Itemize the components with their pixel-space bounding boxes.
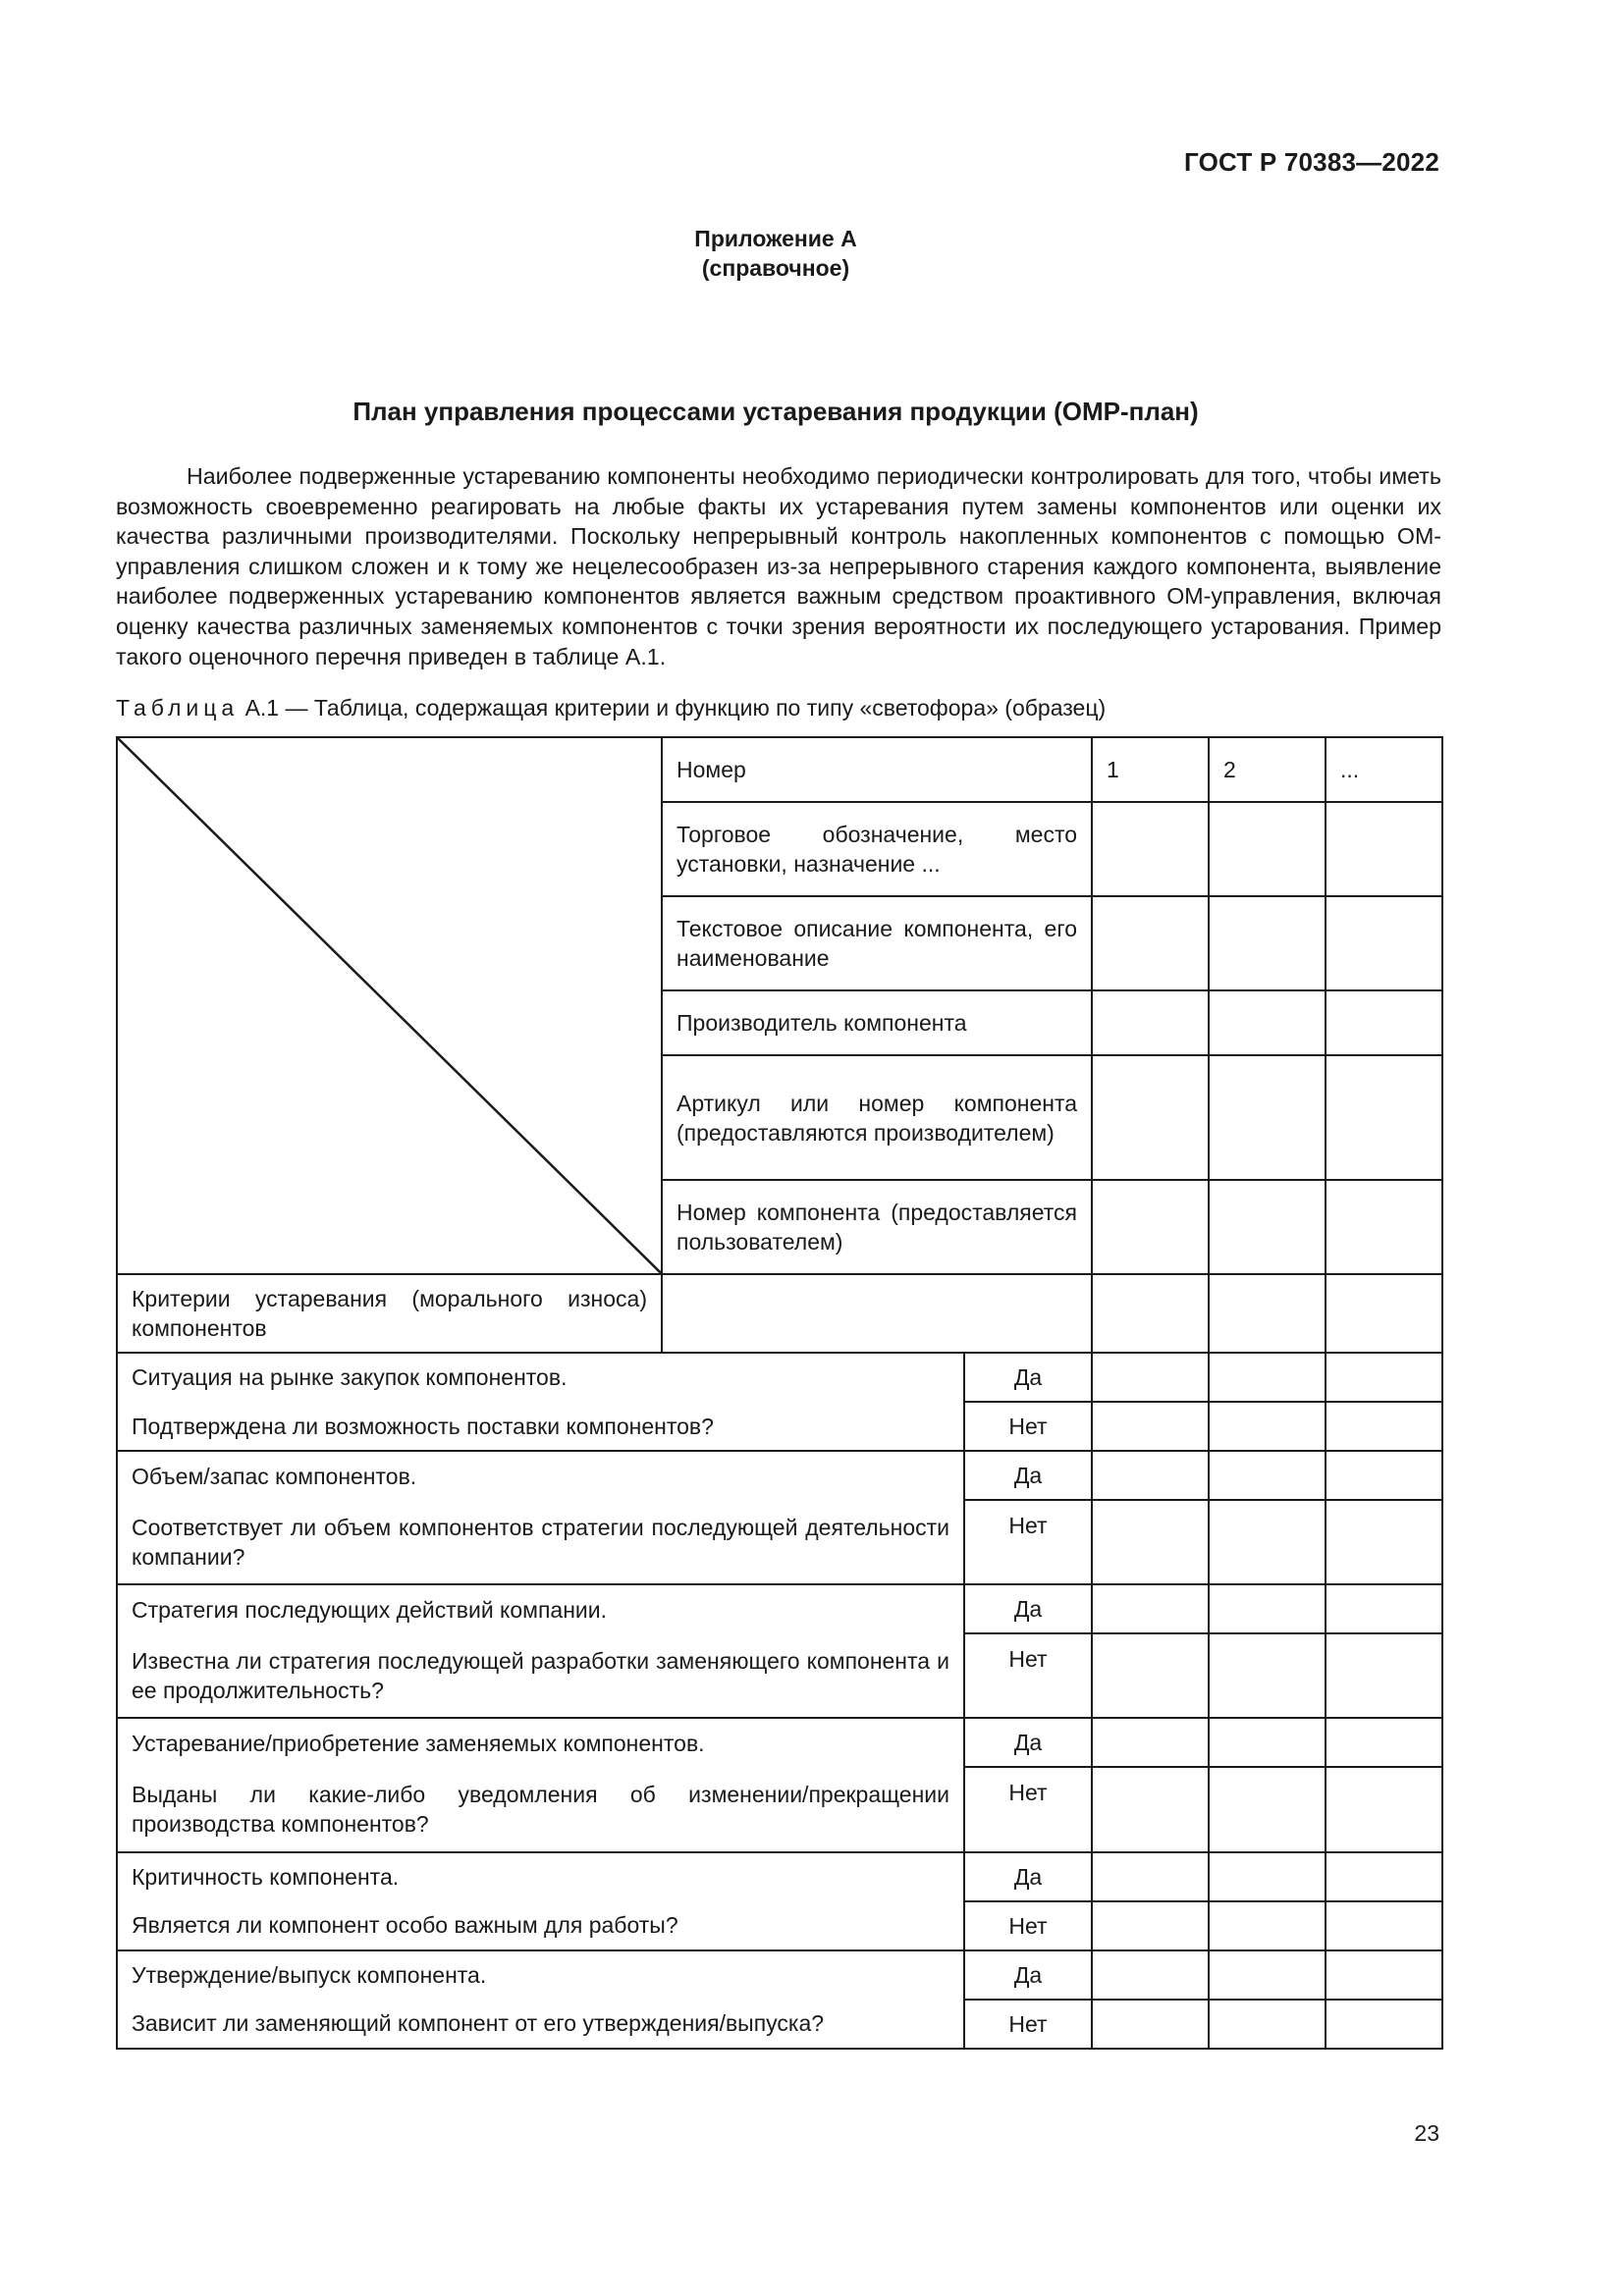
answer-no-cell: Нет <box>964 1767 1092 1851</box>
empty-cell <box>1092 990 1209 1055</box>
empty-cell <box>1209 1718 1326 1767</box>
empty-cell <box>1092 1055 1209 1179</box>
empty-cell <box>1326 2000 1442 2049</box>
criterion-title-cell: Устаревание/приобретение заменяемых компонентов. <box>117 1718 964 1767</box>
column-number-cell: 1 <box>1092 737 1209 802</box>
empty-cell <box>1092 1852 1209 1901</box>
empty-cell <box>1092 1500 1209 1584</box>
criterion-title-cell: Утверждение/выпуск компонента. <box>117 1950 964 2000</box>
empty-cell <box>1092 1402 1209 1451</box>
empty-cell <box>1092 1901 1209 1950</box>
table-row <box>117 2000 1442 2049</box>
appendix-title: Приложение А <box>694 226 857 251</box>
empty-cell <box>1326 1402 1442 1451</box>
header-label-cell: Артикул или номер компонента (предоставляются производителем) <box>662 1055 1092 1179</box>
table-row <box>117 1451 1442 1500</box>
document-code: ГОСТ Р 70383—2022 <box>1184 147 1439 177</box>
empty-cell <box>1092 1180 1209 1274</box>
answer-yes-cell: Да <box>964 1451 1092 1500</box>
empty-cell <box>1209 1584 1326 1633</box>
empty-cell <box>1209 1633 1326 1718</box>
empty-cell <box>1092 1584 1209 1633</box>
criterion-title-cell: Объем/запас компонентов. <box>117 1451 964 1500</box>
empty-cell <box>1209 1852 1326 1901</box>
table-row <box>117 1718 1442 1767</box>
empty-cell <box>1209 802 1326 896</box>
answer-yes-cell: Да <box>964 1852 1092 1901</box>
empty-cell <box>1326 1353 1442 1402</box>
empty-cell <box>1209 1950 1326 2000</box>
empty-cell <box>1209 1767 1326 1851</box>
answer-no-cell: Нет <box>964 2000 1092 2049</box>
table-row <box>117 1584 1442 1633</box>
table-row <box>117 1767 1442 1851</box>
empty-cell <box>1209 1402 1326 1451</box>
criterion-title-cell: Ситуация на рынке закупок компонентов. <box>117 1353 964 1402</box>
criterion-question-cell: Соответствует ли объем компонентов стратегии последующей деятельности компании? <box>117 1500 964 1584</box>
empty-cell <box>1326 1767 1442 1851</box>
empty-cell <box>1326 1500 1442 1584</box>
empty-cell <box>1092 896 1209 990</box>
criterion-question-cell: Известна ли стратегия последующей разработки заменяющего компонента и ее продолжительность? <box>117 1633 964 1718</box>
section-title: План управления процессами устаревания продукции (ОМР-план) <box>352 397 1199 426</box>
table-caption-text: А.1 — Таблица, содержащая критерии и функцию по типу «светофора» (образец) <box>239 695 1107 721</box>
page-number: 23 <box>1414 2120 1439 2146</box>
answer-no-cell: Нет <box>964 1633 1092 1718</box>
answer-yes-cell: Да <box>964 1353 1092 1402</box>
table-row <box>117 1901 1442 1950</box>
diagonal-line <box>118 738 661 1273</box>
empty-cell <box>1092 1451 1209 1500</box>
empty-cell <box>1209 1180 1326 1274</box>
empty-cell <box>1092 1633 1209 1718</box>
appendix-heading <box>0 224 1551 283</box>
empty-cell <box>1326 990 1442 1055</box>
criterion-question-cell: Выданы ли какие-либо уведомления об изменении/прекращении производства компонентов? <box>117 1767 964 1851</box>
answer-no-cell: Нет <box>964 1500 1092 1584</box>
column-number-cell: 2 <box>1209 737 1326 802</box>
criterion-question-cell: Подтверждена ли возможность поставки компонентов? <box>117 1402 964 1451</box>
empty-cell <box>1326 1633 1442 1718</box>
empty-cell <box>1092 2000 1209 2049</box>
empty-cell <box>1326 1180 1442 1274</box>
empty-cell <box>1092 802 1209 896</box>
empty-cell <box>1209 1055 1326 1179</box>
header-label-cell: Торговое обозначение, место установки, назначение ... <box>662 802 1092 896</box>
table-row <box>117 1274 1442 1353</box>
empty-cell <box>1326 1852 1442 1901</box>
empty-cell <box>1209 896 1326 990</box>
appendix-type: (справочное) <box>701 255 850 281</box>
table-row <box>117 1402 1442 1451</box>
header-label-cell: Номер компонента (предоставляется пользователем) <box>662 1180 1092 1274</box>
empty-cell <box>1092 1718 1209 1767</box>
empty-cell <box>1092 1950 1209 2000</box>
empty-cell <box>1326 1451 1442 1500</box>
empty-cell <box>1092 1353 1209 1402</box>
empty-cell <box>1209 2000 1326 2049</box>
table-row <box>117 1852 1442 1901</box>
table-row <box>117 1353 1442 1402</box>
empty-cell <box>1209 1274 1326 1353</box>
answer-yes-cell: Да <box>964 1718 1092 1767</box>
criterion-question-cell: Зависит ли заменяющий компонент от его утверждения/выпуска? <box>117 2000 964 2049</box>
empty-cell <box>1326 1718 1442 1767</box>
empty-cell <box>1326 802 1442 896</box>
empty-cell <box>1326 1274 1442 1353</box>
empty-cell <box>1092 1274 1209 1353</box>
answer-yes-cell: Да <box>964 1950 1092 2000</box>
table-row <box>117 1950 1442 2000</box>
header-label-cell: Номер <box>662 737 1092 802</box>
header-label-cell: Производитель компонента <box>662 990 1092 1055</box>
criteria-label-cell: Критерии устаревания (морального износа) компонентов <box>117 1274 662 1353</box>
column-number-cell: ... <box>1326 737 1442 802</box>
empty-cell <box>662 1274 1092 1353</box>
table-row <box>117 1500 1442 1584</box>
empty-cell <box>1326 1584 1442 1633</box>
criterion-title-cell: Стратегия последующих действий компании. <box>117 1584 964 1633</box>
empty-cell <box>1209 990 1326 1055</box>
empty-cell <box>1092 1767 1209 1851</box>
answer-yes-cell: Да <box>964 1584 1092 1633</box>
table-caption <box>116 695 1106 721</box>
criteria-table <box>116 736 1443 2050</box>
empty-cell <box>1209 1353 1326 1402</box>
empty-cell <box>1326 1055 1442 1179</box>
diagonal-corner-cell <box>117 737 662 1274</box>
answer-no-cell: Нет <box>964 1901 1092 1950</box>
header-label-cell: Текстовое описание компонента, его наименование <box>662 896 1092 990</box>
table-caption-label: Таблица <box>116 695 240 721</box>
answer-no-cell: Нет <box>964 1402 1092 1451</box>
empty-cell <box>1209 1901 1326 1950</box>
criterion-question-cell: Является ли компонент особо важным для работы? <box>117 1901 964 1950</box>
intro-paragraph: Наиболее подверженные устареванию компоненты необходимо периодически контролировать для того, чтобы иметь возможность своевременно реагировать на любые факты их устаревания путем замены компонентов или оценки их качества различными производителями. Поскольку непрерывный контроль накопленных компонентов с помощью ОМ-управления слишком сложен и к тому же нецелесообразен из-за непрерывного старения каждого компонента, выявление наиболее подверженных устареванию компонентов является важным средством проактивного ОМ-управления, включая оценку качества различных заменяемых компонентов с точки зрения вероятности их последующего устарования. Пример такого оценочного перечня приведен в таблице А.1. <box>116 463 1441 669</box>
empty-cell <box>1209 1500 1326 1584</box>
empty-cell <box>1326 1901 1442 1950</box>
empty-cell <box>1326 896 1442 990</box>
empty-cell <box>1326 1950 1442 2000</box>
table-row <box>117 1633 1442 1718</box>
criterion-title-cell: Критичность компонента. <box>117 1852 964 1901</box>
empty-cell <box>1209 1451 1326 1500</box>
criteria-table-wrapper <box>116 736 1441 2050</box>
table-row <box>117 737 1442 802</box>
